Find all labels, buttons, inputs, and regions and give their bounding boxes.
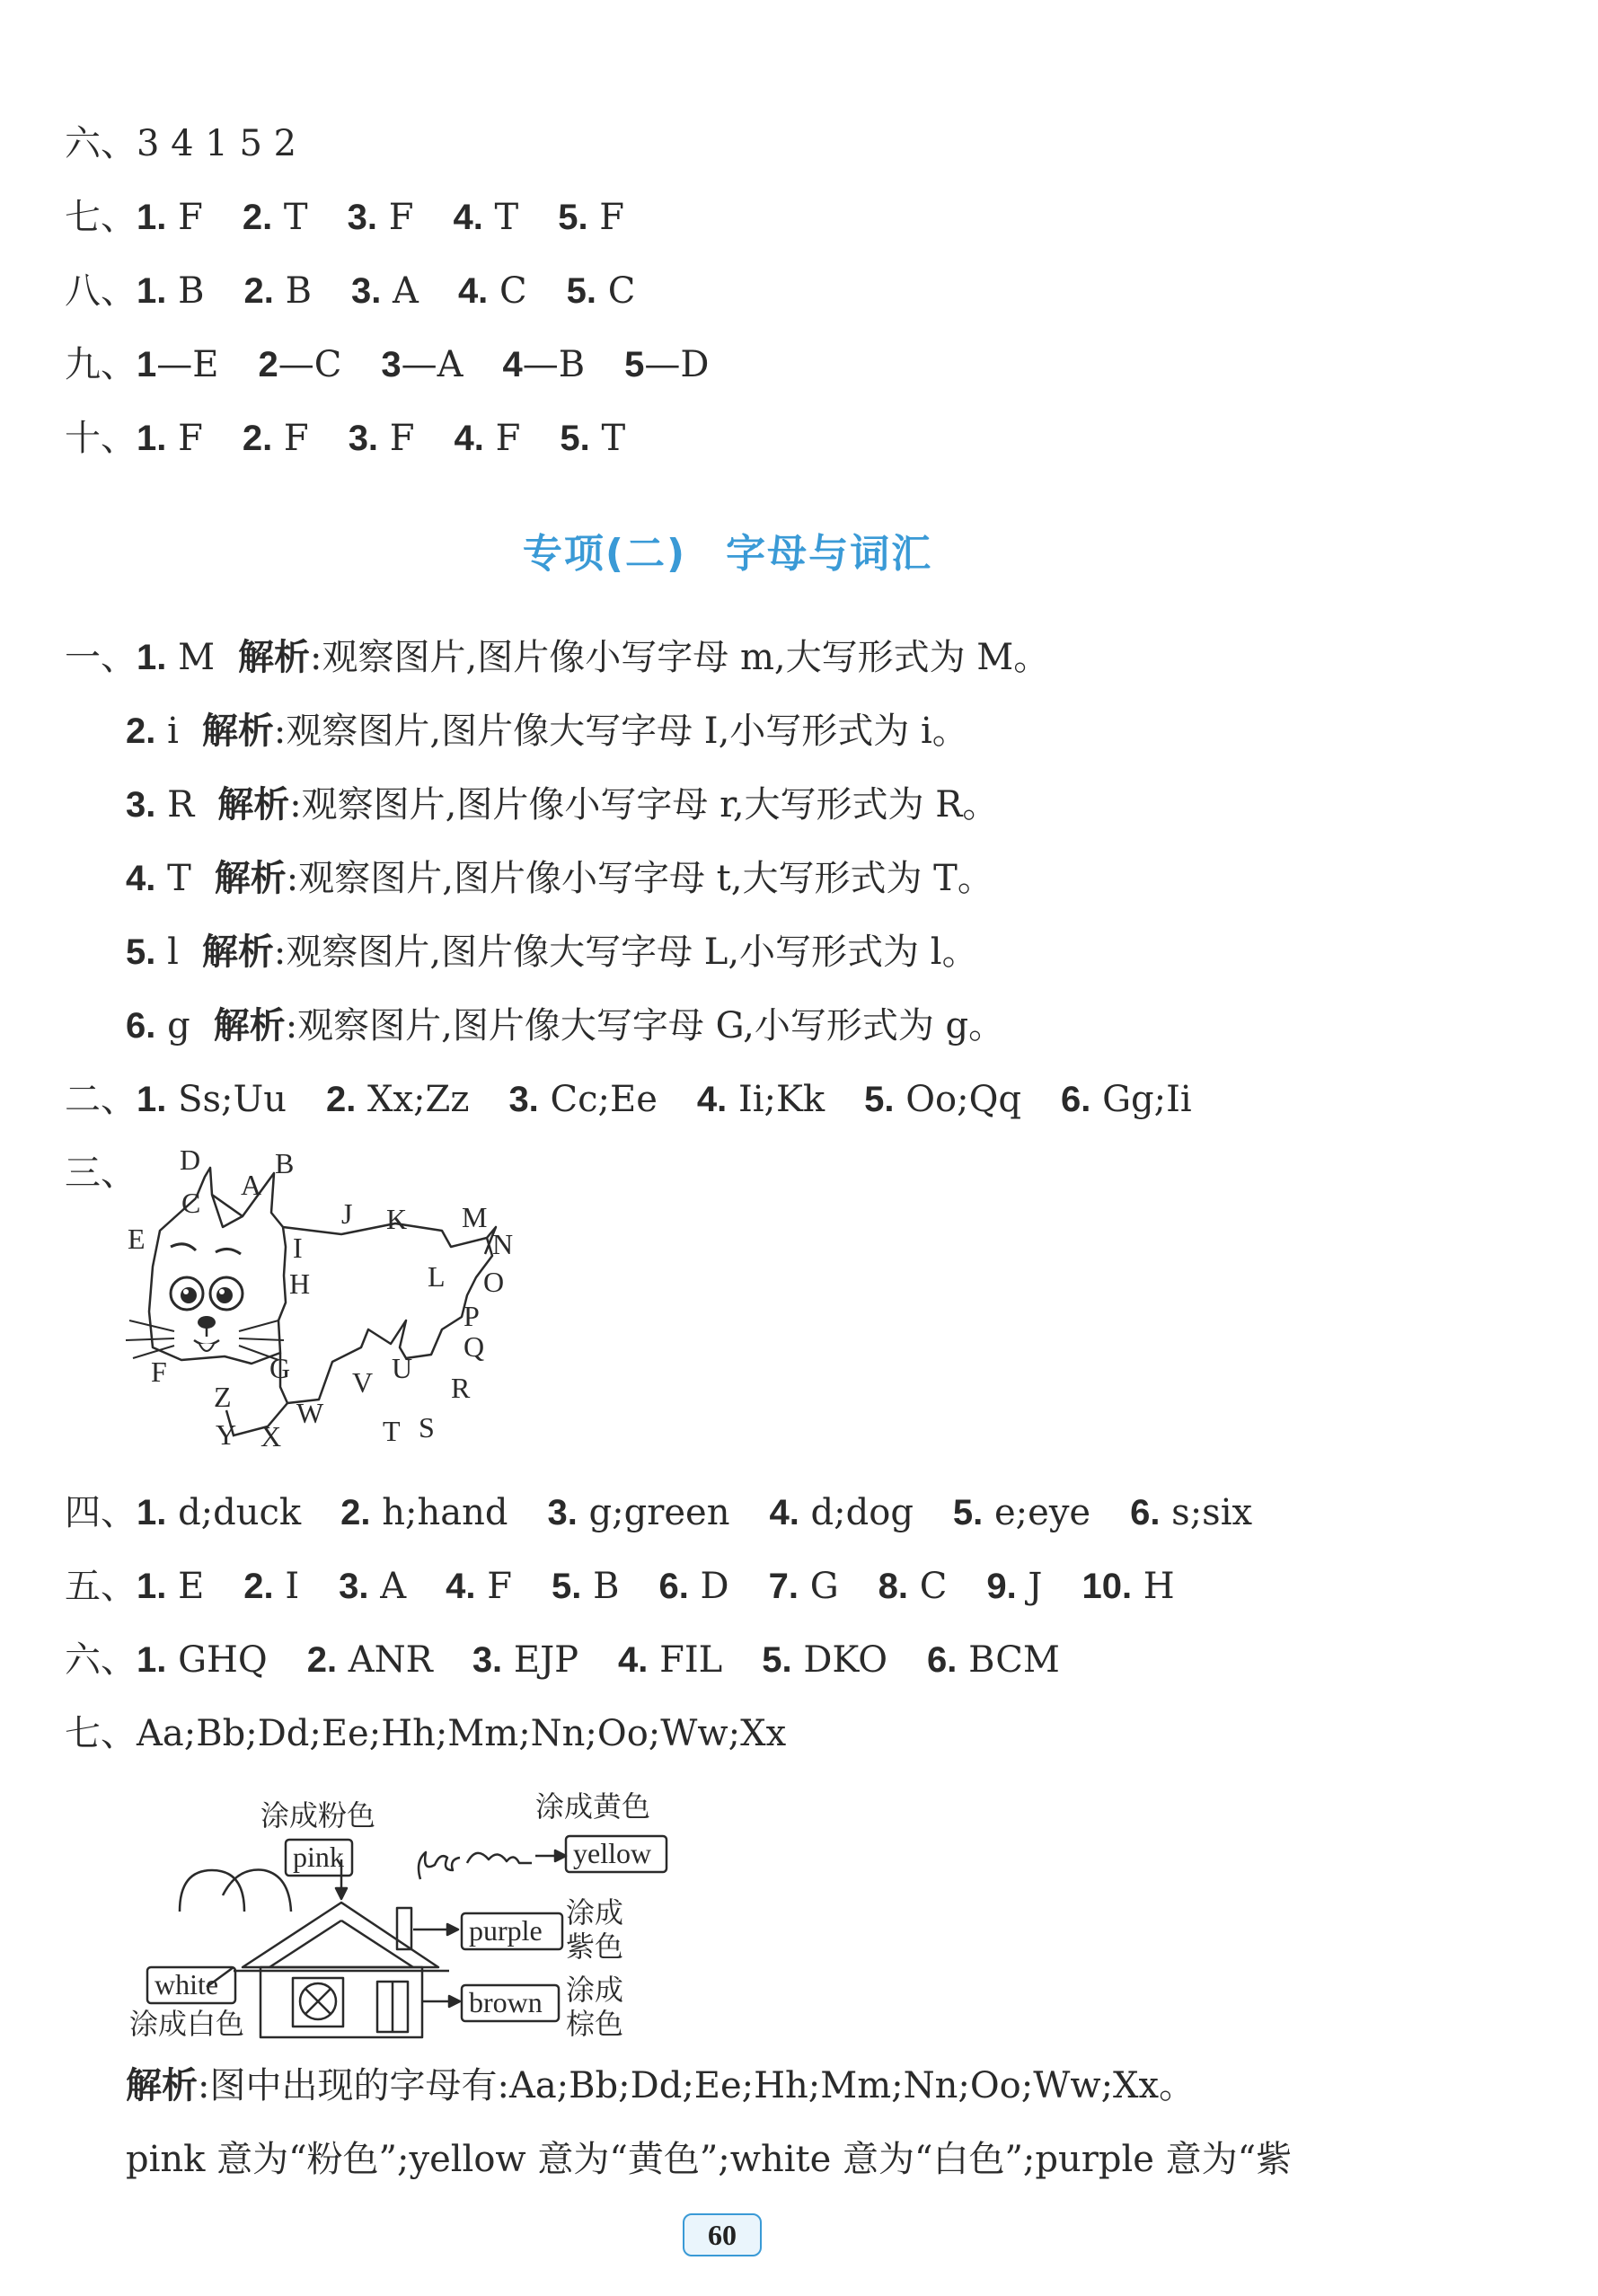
- line-prefix: 七、: [65, 197, 137, 238]
- item-number: 3.: [347, 198, 377, 237]
- item-answer: T: [601, 418, 626, 459]
- item-answer: —B: [522, 344, 586, 385]
- line-prefix: 一、: [65, 637, 137, 678]
- letter-C: C: [181, 1187, 201, 1219]
- line-prefix: 五、: [65, 1566, 137, 1607]
- letter-T: T: [383, 1415, 401, 1447]
- q1-item-1: [65, 632, 1049, 683]
- letter-V: V: [352, 1366, 374, 1399]
- white-note: 涂成白色: [129, 2007, 245, 2041]
- item-answer: Aa;Bb;Dd;Ee;Hh;Mm;Nn;Oo;Ww;Xx: [137, 1713, 787, 1754]
- item-number: 5.: [864, 1080, 895, 1119]
- item-number: 4.: [618, 1640, 649, 1680]
- item-number: 3: [381, 345, 402, 384]
- cat-eyes: [171, 1277, 243, 1310]
- analysis-text: :观察图片,图片像小写字母 t,大写形式为 T。: [286, 858, 993, 899]
- wind-swirl: [467, 1853, 532, 1863]
- item-answer: BCM: [968, 1639, 1060, 1681]
- item-number: 8.: [878, 1567, 909, 1606]
- coloring-figure: [117, 1779, 692, 2048]
- item-answer: l: [167, 932, 179, 973]
- brown-label: brown: [469, 1986, 543, 2018]
- item-answer: T: [167, 858, 191, 899]
- item-number: 6.: [126, 1006, 156, 1046]
- letter-Z: Z: [214, 1381, 232, 1413]
- item-number: 2.: [325, 1080, 357, 1119]
- item-number: 5.: [551, 1567, 582, 1606]
- line-prefix: 十、: [65, 418, 137, 459]
- item-number: 1.: [137, 419, 167, 458]
- analysis-text: :观察图片,图片像大写字母 L,小写形式为 l。: [273, 932, 978, 973]
- item-answer: F: [178, 197, 203, 238]
- item-answer: g: [167, 1005, 190, 1046]
- smoke: [419, 1852, 460, 1879]
- answer-line-6: [65, 119, 296, 169]
- letter-R: R: [451, 1372, 471, 1404]
- answer-line-7: [65, 192, 624, 243]
- analysis-label: 解析: [217, 784, 290, 826]
- letter-M: M: [462, 1201, 488, 1233]
- q2-line: [65, 1074, 1192, 1125]
- item-number: 1: [137, 345, 157, 384]
- q1-item-6: [126, 1001, 1004, 1051]
- brown-note-2: 棕色: [566, 2007, 624, 2041]
- item-answer: F: [388, 197, 414, 238]
- item-answer: M: [178, 637, 216, 678]
- cat-mouth: [194, 1328, 219, 1345]
- item-answer: T: [494, 197, 519, 238]
- item-answer: s;six: [1171, 1492, 1253, 1533]
- item-number: 4.: [769, 1493, 799, 1532]
- item-number: 4.: [457, 271, 489, 311]
- item-answer: F: [178, 418, 203, 459]
- item-answer: Oo;Qq: [905, 1079, 1021, 1120]
- purple-note-2: 紫色: [566, 1930, 624, 1964]
- letter-Q: Q: [464, 1330, 485, 1363]
- item-answer: —D: [644, 344, 710, 385]
- item-number: 3.: [339, 1567, 369, 1606]
- letter-W: W: [296, 1397, 324, 1429]
- item-answer: F: [599, 197, 625, 238]
- item-number: 5.: [558, 198, 588, 237]
- item-number: 5.: [560, 419, 590, 458]
- item-answer: H: [1143, 1566, 1175, 1607]
- analysis-label: 解析: [126, 2065, 198, 2106]
- item-answer: d;dog: [810, 1492, 914, 1533]
- item-answer: C: [919, 1566, 948, 1607]
- item-number: 1.: [137, 1493, 167, 1532]
- analysis-label: 解析: [201, 932, 274, 973]
- q1-item-4: [126, 853, 993, 904]
- purple-note-1: 涂成: [566, 1895, 624, 1930]
- letter-X: X: [260, 1420, 282, 1453]
- cat-ear-path: [212, 1195, 243, 1227]
- item-number: 5: [624, 345, 645, 384]
- item-number: 4: [502, 345, 523, 384]
- purple-label: purple: [469, 1914, 543, 1947]
- item-number: 10.: [1082, 1567, 1133, 1606]
- item-number: 4.: [453, 198, 483, 237]
- item-answer: E: [178, 1566, 205, 1607]
- page-number: 60: [683, 2213, 762, 2256]
- arch-left: [180, 1870, 244, 1912]
- cat-brows: [171, 1244, 241, 1254]
- letter-P: P: [464, 1300, 480, 1332]
- letter-G: G: [269, 1352, 291, 1384]
- item-answer: DKO: [803, 1639, 887, 1681]
- item-number: 2.: [243, 1567, 274, 1606]
- letter-A: A: [241, 1169, 262, 1201]
- item-number: 2.: [126, 711, 156, 751]
- item-number: 2: [258, 345, 278, 384]
- letter-O: O: [483, 1266, 505, 1298]
- line-prefix: 九、: [65, 344, 137, 385]
- item-number: 2.: [242, 198, 273, 237]
- item-answer: I: [285, 1566, 300, 1607]
- q1-item-5: [126, 927, 978, 977]
- item-answer: F: [389, 418, 415, 459]
- q1-item-2: [126, 706, 968, 756]
- q7-line: [65, 1709, 786, 1759]
- line-prefix: 八、: [65, 270, 137, 312]
- item-number: 7.: [768, 1567, 799, 1606]
- item-answer: T: [283, 197, 308, 238]
- item-number: 3.: [348, 419, 379, 458]
- item-number: 3.: [350, 271, 382, 311]
- line-prefix: 六、: [65, 123, 137, 164]
- item-answer: i: [167, 711, 179, 752]
- item-number: 2.: [340, 1493, 371, 1532]
- house-chimney: [397, 1908, 411, 1949]
- item-answer: D: [700, 1566, 729, 1607]
- letter-I: I: [293, 1232, 303, 1264]
- analysis-text: :观察图片,图片像大写字母 I,小写形式为 i。: [273, 711, 968, 752]
- q4-line: [65, 1488, 1252, 1538]
- q7-analysis-1: [126, 2061, 1195, 2111]
- item-answer: F: [283, 418, 309, 459]
- item-number: 1.: [137, 198, 167, 237]
- item-answer: F: [495, 418, 521, 459]
- line-prefix: 六、: [65, 1639, 137, 1681]
- analysis-text: :观察图片,图片像小写字母 r,大写形式为 R。: [289, 784, 999, 826]
- item-number: 4.: [454, 419, 484, 458]
- item-answer: FIL: [659, 1639, 723, 1681]
- analysis-label: 解析: [238, 637, 311, 678]
- item-answer: R: [167, 784, 195, 826]
- item-number: 5.: [762, 1640, 792, 1680]
- q6-line: [65, 1635, 1060, 1685]
- q1-item-3: [126, 780, 998, 830]
- item-answer: h;hand: [382, 1492, 508, 1533]
- item-number: 6.: [1060, 1080, 1091, 1119]
- item-answer: A: [380, 1566, 407, 1607]
- letter-L: L: [428, 1260, 446, 1293]
- item-number: 3.: [547, 1493, 578, 1532]
- letter-D: D: [180, 1144, 201, 1176]
- item-number: 1.: [137, 271, 167, 311]
- line-prefix: 二、: [65, 1079, 137, 1120]
- item-number: 4.: [126, 859, 156, 898]
- cat-dot-figure: [117, 1141, 548, 1473]
- item-number: 6.: [1130, 1493, 1161, 1532]
- section-title: [0, 521, 1455, 578]
- item-number: 2.: [242, 419, 273, 458]
- item-number: 5.: [126, 932, 156, 972]
- analysis-text: :观察图片,图片像大写字母 G,小写形式为 g。: [285, 1005, 1005, 1046]
- item-answer: ANR: [348, 1639, 433, 1681]
- item-answer: J: [1028, 1566, 1043, 1607]
- q5-line: [65, 1561, 1175, 1612]
- item-answer: A: [393, 270, 419, 312]
- letter-E: E: [128, 1223, 146, 1255]
- analysis-label: 解析: [201, 711, 274, 752]
- item-number: 1.: [137, 638, 167, 677]
- item-answer: C: [499, 270, 527, 312]
- item-answer: GHQ: [178, 1639, 268, 1681]
- item-answer: Ss;Uu: [178, 1079, 287, 1120]
- letter-J: J: [341, 1197, 353, 1230]
- analysis-text: :图中出现的字母有:Aa;Bb;Dd;Ee;Hh;Mm;Nn;Oo;Ww;Xx。: [198, 2065, 1196, 2106]
- pink-note: 涂成粉色: [260, 1798, 376, 1832]
- item-answer: e;eye: [994, 1492, 1091, 1533]
- yellow-label: yellow: [573, 1837, 652, 1869]
- letter-U: U: [392, 1352, 413, 1384]
- answer-line-9: [65, 340, 709, 390]
- item-answer: —A: [401, 344, 464, 385]
- item-answer: Gg;Ii: [1102, 1079, 1192, 1120]
- item-number: 9.: [986, 1567, 1017, 1606]
- item-number: 3.: [472, 1640, 503, 1680]
- item-number: 4.: [446, 1567, 476, 1606]
- line-prefix: 三、: [65, 1152, 137, 1194]
- q7-analysis-2: [126, 2134, 1292, 2185]
- item-answer: B: [285, 270, 312, 312]
- letter-S: S: [419, 1411, 435, 1444]
- item-answer: Xx;Zz: [367, 1079, 470, 1120]
- analysis-text: pink 意为“粉色”;yellow 意为“黄色”;white 意为“白色”;purple 意为“紫: [126, 2139, 1293, 2180]
- answer-line-10: [65, 413, 625, 464]
- answer-line-8: [65, 266, 635, 316]
- item-number: 1.: [137, 1640, 167, 1680]
- analysis-text: :观察图片,图片像小写字母 m,大写形式为 M。: [310, 637, 1050, 678]
- item-answer: F: [487, 1566, 512, 1607]
- item-answer: g;green: [588, 1492, 730, 1533]
- house-roof: [243, 1903, 438, 1967]
- item-answer: —E: [156, 344, 219, 385]
- analysis-label: 解析: [213, 1005, 286, 1046]
- item-answer: B: [178, 270, 205, 312]
- item-number: 3.: [508, 1080, 539, 1119]
- brown-note-1: 涂成: [566, 1973, 624, 2007]
- letter-H: H: [289, 1267, 311, 1300]
- item-number: 5.: [566, 271, 596, 311]
- cat-head-path: [149, 1168, 286, 1364]
- cat-tongue: [199, 1344, 214, 1351]
- item-answer: B: [593, 1566, 620, 1607]
- item-number: 2.: [306, 1640, 338, 1680]
- letter-Y: Y: [216, 1418, 237, 1451]
- item-answer: G: [809, 1566, 839, 1607]
- section-title-right: 字母与词汇: [726, 531, 933, 577]
- item-number: 5.: [952, 1493, 984, 1532]
- item-number: 6.: [658, 1567, 689, 1606]
- item-answer: d;duck: [178, 1492, 302, 1533]
- cat-nose: [198, 1316, 216, 1329]
- letter-K: K: [386, 1203, 408, 1235]
- line-prefix: 七、: [65, 1713, 137, 1754]
- section-title-left: 专项(二): [522, 531, 687, 577]
- pink-label: pink: [293, 1841, 344, 1873]
- white-label: white: [155, 1968, 219, 2000]
- item-answer: —C: [278, 344, 342, 385]
- item-answer: C: [607, 270, 636, 312]
- item-answer: Ii;Kk: [737, 1079, 825, 1120]
- letter-B: B: [275, 1147, 295, 1179]
- analysis-label: 解析: [214, 858, 287, 899]
- item-number: 6.: [927, 1640, 958, 1680]
- item-answer: EJP: [513, 1639, 579, 1681]
- answer-text: 3 4 1 5 2: [137, 123, 297, 164]
- line-prefix: 四、: [65, 1492, 137, 1533]
- item-number: 4.: [696, 1080, 728, 1119]
- item-number: 1.: [137, 1080, 167, 1119]
- yellow-note: 涂成黄色: [535, 1789, 651, 1824]
- letter-F: F: [151, 1356, 167, 1388]
- letter-N: N: [492, 1228, 514, 1260]
- item-answer: Cc;Ee: [550, 1079, 658, 1120]
- item-number: 3.: [126, 785, 156, 825]
- item-number: 1.: [137, 1567, 167, 1606]
- item-number: 2.: [243, 271, 274, 311]
